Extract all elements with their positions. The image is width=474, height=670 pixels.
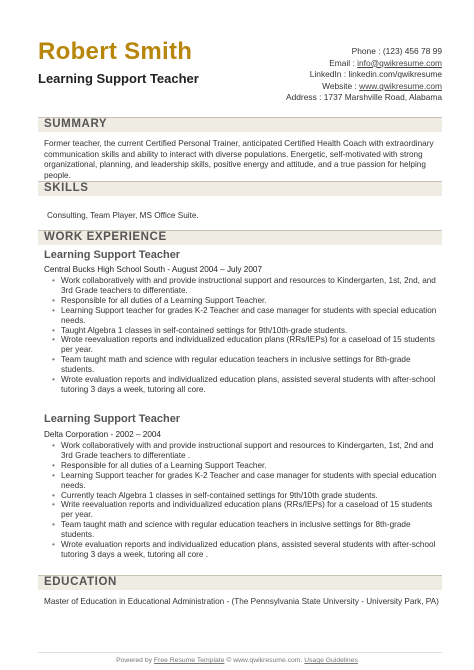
list-item: • Wrote reevaluation reports and individualized education plans (RRs/IEPs) for a caseload of 15 students per year. bbox=[44, 335, 440, 355]
skills-heading: SKILLS bbox=[44, 182, 89, 194]
list-item: • Team taught math and science with regular education teachers in inclusive settings for 8th-grade students. bbox=[44, 355, 440, 375]
phone-value: (123) 456 78 99 bbox=[382, 46, 442, 56]
list-item: • Wrote evaluation reports and individualized education plans, assisted several students with after-school tutoring 3 days a week, tutoring all core . bbox=[44, 540, 440, 560]
job-company: Central Bucks High School South - August 2004 – July 2007 bbox=[44, 265, 263, 274]
list-item: • Responsible for all duties of a Learning Support Teacher. bbox=[44, 461, 440, 471]
list-item: • Wrote evaluation reports and individualized education plans, assisted several students with after-school tutoring 3 days a week, tutoring all core. bbox=[44, 375, 440, 395]
list-item: • Taught Algebra 1 classes in self-contained settings for 9th/10th-grade students. bbox=[44, 326, 440, 336]
job-title: Learning Support Teacher bbox=[44, 413, 181, 425]
footer-divider bbox=[38, 652, 442, 653]
footer-copyright: © www.qwikresume.com. bbox=[226, 657, 303, 664]
linkedin-value: linkedin.com/qwikresume bbox=[348, 69, 442, 80]
list-item: • Work collaboratively with and provide instructional support and resources to Kindergarten, 1st, 2nd and 3rd Grade teachers to differentiate . bbox=[44, 441, 440, 461]
job-bullets bbox=[44, 441, 440, 560]
skills-text: Consulting, Team Player, MS Office Suite. bbox=[47, 211, 199, 220]
education-text: Master of Education in Educational Administration - (The Pennsylvania State University - University Park, PA) bbox=[44, 597, 439, 606]
list-item: • Team taught math and science with regular education teachers in inclusive settings for 8th-grade students. bbox=[44, 520, 440, 540]
contact-linkedin bbox=[286, 69, 442, 81]
contact-address bbox=[286, 92, 442, 104]
list-item: • Responsible for all duties of a Learning Support Teacher. bbox=[44, 296, 440, 306]
list-item: • Currently teach Algebra 1 classes in self-contained settings for 9th/10th grade students. bbox=[44, 491, 440, 501]
contact-email bbox=[286, 58, 442, 70]
experience-heading: WORK EXPERIENCE bbox=[44, 231, 167, 243]
list-item: • Work collaboratively with and provide instructional support and resources to Kindergarten, 1st, 2nd, and 3rd Grade teachers to differentiate. bbox=[44, 276, 440, 296]
candidate-name: Robert Smith bbox=[38, 38, 193, 65]
job-bullets bbox=[44, 276, 440, 395]
contact-block bbox=[286, 46, 442, 104]
usage-guidelines-link[interactable]: Usage Guidelines bbox=[304, 657, 358, 664]
education-heading: EDUCATION bbox=[44, 576, 117, 588]
footer bbox=[0, 656, 474, 665]
list-item: • Write reevaluation reports and individualized education plans (RRs/IEPs) for a caseload of 15 students per year. bbox=[44, 500, 440, 520]
email-link[interactable]: info@qwikresume.com bbox=[357, 57, 442, 68]
skills-header-bar bbox=[38, 181, 442, 196]
candidate-role: Learning Support Teacher bbox=[38, 71, 199, 86]
list-item: • Learning Support teacher for grades K-2 Teacher and case manager for students with special education needs. bbox=[44, 306, 440, 326]
summary-heading: SUMMARY bbox=[44, 118, 108, 130]
footer-prefix: Powered by bbox=[116, 657, 153, 664]
contact-website bbox=[286, 81, 442, 93]
address-value: 1737 Marshville Road, Alabama bbox=[323, 92, 442, 103]
linkedin-label: LinkedIn : bbox=[309, 69, 347, 80]
summary-text: Former teacher, the current Certified Personal Trainer, anticipated Certified Health Coach with extraordinary communication skills and ability to interact with diverse populations. Energetic, self-motivated with strong organizational, planning, and leadership skills, positive energy and attitude, and a true passion for helping people. bbox=[44, 139, 434, 180]
email-label: Email : bbox=[329, 57, 355, 68]
job-company: Delta Corporation - 2002 – 2004 bbox=[44, 430, 161, 439]
phone-label: Phone : bbox=[351, 46, 381, 56]
contact-phone bbox=[286, 46, 442, 58]
address-label: Address : bbox=[286, 92, 322, 103]
list-item: • Learning Support teacher for grades K-2 Teacher and case manager for students with special education needs. bbox=[44, 471, 440, 491]
website-label: Website : bbox=[322, 80, 357, 91]
website-link[interactable]: www.qwikresume.com bbox=[359, 80, 442, 91]
free-template-link[interactable]: Free Resume Template bbox=[153, 657, 225, 664]
job-title: Learning Support Teacher bbox=[44, 249, 181, 261]
